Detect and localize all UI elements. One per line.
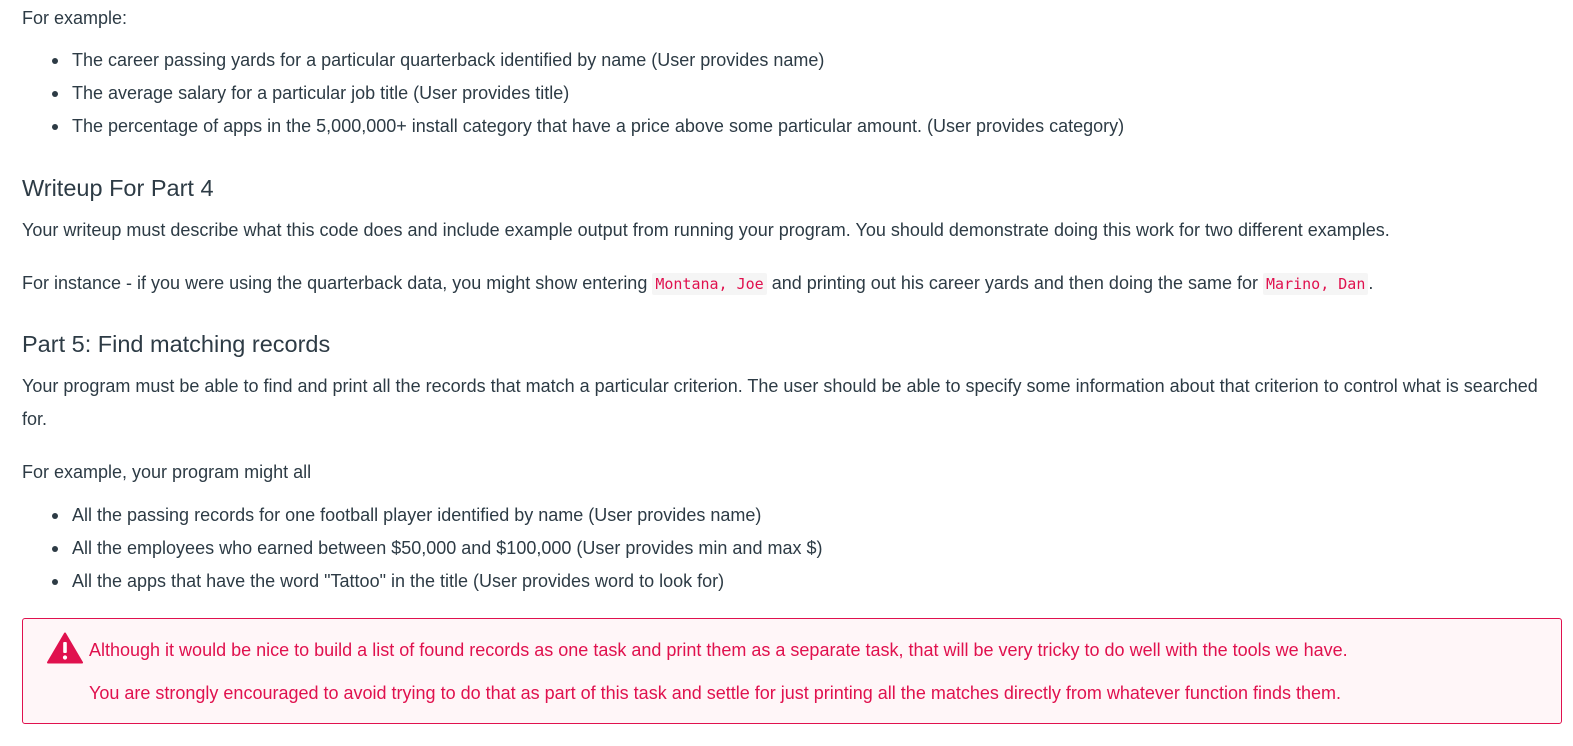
list-item: The percentage of apps in the 5,000,000+ install category that have a price above some particular amount. (User provides category) <box>72 110 1124 143</box>
intro-paragraph: For example: <box>22 8 128 28</box>
code-montana-joe: Montana, Joe <box>652 273 766 295</box>
instance-text-middle: and printing out his career yards and then doing the same for <box>766 273 1264 293</box>
part5-paragraph: Your program must be able to find and print all the records that match a particular criterion. The user should be able to specify some information about that criterion to control what is searched for. <box>22 376 1538 429</box>
part5-example-paragraph: For example, your program might all <box>22 462 312 482</box>
heading-part5: Part 5: Find matching records <box>22 331 331 357</box>
instance-paragraph <box>22 267 1373 301</box>
instance-text-after: . <box>1368 273 1374 293</box>
list-item: All the apps that have the word "Tattoo" in the title (User provides word to look for) <box>72 565 822 598</box>
list-item: All the passing records for one football player identified by name (User provides name) <box>72 499 822 532</box>
alert-line-1: Although it would be nice to build a list of found records as one task and print them as a separate task, that will be very tricky to do well with the tools we have. <box>89 640 1348 660</box>
examples-list-part5 <box>22 499 822 598</box>
warning-icon <box>47 632 83 664</box>
examples-list-part4 <box>22 44 1124 143</box>
warning-alert <box>22 618 1562 724</box>
alert-line-2: You are strongly encouraged to avoid trying to do that as part of this task and settle for just printing all the matches directly from whatever function finds them. <box>89 683 1342 703</box>
instance-text-before: For instance - if you were using the quarterback data, you might show entering <box>22 273 653 293</box>
list-item: The average salary for a particular job title (User provides title) <box>72 77 1124 110</box>
writeup-paragraph: Your writeup must describe what this code does and include example output from running your program. You should demonstrate doing this work for two different examples. <box>22 220 1390 240</box>
code-marino-dan: Marino, Dan <box>1263 273 1368 295</box>
heading-writeup-part4: Writeup For Part 4 <box>22 175 214 201</box>
list-item: The career passing yards for a particular quarterback identified by name (User provides name) <box>72 44 1124 77</box>
list-item: All the employees who earned between $50,000 and $100,000 (User provides min and max $) <box>72 532 822 565</box>
